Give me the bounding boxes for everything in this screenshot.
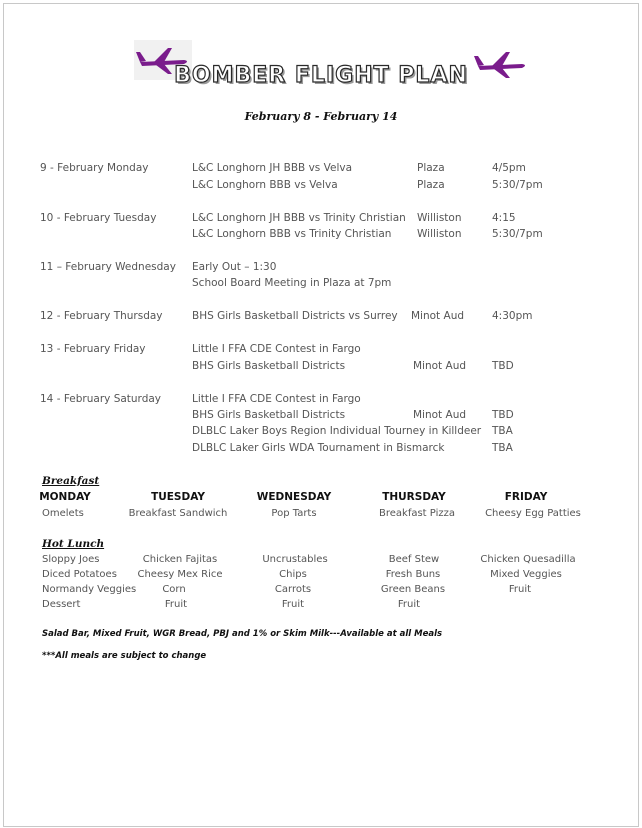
date-range: February 8 - February 14 <box>244 110 398 123</box>
day-label: 14 - February Saturday <box>40 393 162 405</box>
event-name: DLBLC Laker Girls WDA Tournament in Bismarck <box>192 442 445 454</box>
day-label: 12 - February Thursday <box>40 310 163 322</box>
lunch-item: Mixed Veggies <box>490 569 562 580</box>
lunch-item: Fruit <box>508 584 532 595</box>
lunch-item: Dessert <box>42 599 81 610</box>
day-label: 9 - February Monday <box>40 162 149 174</box>
event-location: Plaza <box>417 162 445 174</box>
event-name: BHS Girls Basketball Districts vs Surrey <box>192 310 398 322</box>
lunch-item: Fruit <box>397 599 421 610</box>
event-name: L&C Longhorn BBB vs Trinity Christian <box>192 228 392 240</box>
hot-lunch-heading: Hot Lunch <box>42 538 105 550</box>
event-time: 4/5pm <box>492 162 526 174</box>
event-name: Little I FFA CDE Contest in Fargo <box>192 393 361 405</box>
day-label: 10 - February Tuesday <box>40 212 157 224</box>
day-label: 11 – February Wednesday <box>40 261 176 273</box>
lunch-item: Chicken Quesadilla <box>480 554 576 565</box>
breakfast-day-header: MONDAY <box>39 491 91 503</box>
event-location: Minot Aud <box>411 310 465 322</box>
lunch-item: Fruit <box>164 599 188 610</box>
event-location: Minot Aud <box>413 409 467 421</box>
event-location: Williston <box>417 228 462 240</box>
lunch-item: Normandy Veggies <box>42 584 137 595</box>
event-time: TBD <box>492 360 514 372</box>
breakfast-day-header: TUESDAY <box>151 491 205 503</box>
event-location: Plaza <box>417 179 445 191</box>
event-time: 4:15 <box>492 212 516 224</box>
breakfast-item: Breakfast Pizza <box>379 508 455 519</box>
lunch-item: Sloppy Joes <box>42 554 100 565</box>
event-location: Williston <box>417 212 462 224</box>
breakfast-item: Cheesy Egg Patties <box>485 508 581 519</box>
lunch-item: Green Beans <box>380 584 446 595</box>
lunch-item: Uncrustables <box>262 554 328 565</box>
disclaimer-note: ***All meals are subject to change <box>42 651 207 661</box>
day-label: 13 - February Friday <box>40 343 146 355</box>
event-time: 5:30/7pm <box>492 228 543 240</box>
breakfast-item: Pop Tarts <box>271 508 317 519</box>
event-name: L&C Longhorn JH BBB vs Velva <box>192 162 353 174</box>
event-time: TBA <box>492 425 513 437</box>
event-time: TBA <box>492 442 513 454</box>
lunch-item: Beef Stew <box>388 554 440 565</box>
lunch-item: Carrots <box>274 584 312 595</box>
event-name: L&C Longhorn JH BBB vs Trinity Christian <box>192 212 406 224</box>
page-title: BOMBER FLIGHT PLAN <box>174 63 468 88</box>
event-time: TBD <box>492 409 514 421</box>
lunch-item: Chicken Fajitas <box>142 554 218 565</box>
event-name: DLBLC Laker Boys Region Individual Tourney in Killdeer <box>192 425 482 437</box>
lunch-item: Fruit <box>281 599 305 610</box>
breakfast-day-header: FRIDAY <box>504 491 548 503</box>
event-name: Early Out – 1:30 <box>192 261 277 273</box>
event-time: 5:30/7pm <box>492 179 543 191</box>
breakfast-day-header: WEDNESDAY <box>256 491 332 503</box>
event-name: L&C Longhorn BBB vs Velva <box>192 179 338 191</box>
breakfast-day-header: THURSDAY <box>382 491 446 503</box>
event-name: School Board Meeting in Plaza at 7pm <box>192 277 392 289</box>
event-name: BHS Girls Basketball Districts <box>192 360 346 372</box>
event-name: BHS Girls Basketball Districts <box>192 409 346 421</box>
lunch-item: Chips <box>279 569 307 580</box>
lunch-item: Corn <box>162 584 186 595</box>
event-location: Minot Aud <box>413 360 467 372</box>
event-time: 4:30pm <box>492 310 533 322</box>
lunch-item: Cheesy Mex Rice <box>137 569 223 580</box>
lunch-item: Fresh Buns <box>385 569 441 580</box>
salad-bar-note: Salad Bar, Mixed Fruit, WGR Bread, PBJ and 1% or Skim Milk---Available at all Meals <box>42 629 443 639</box>
breakfast-item: Omelets <box>42 508 84 519</box>
event-name: Little I FFA CDE Contest in Fargo <box>192 343 361 355</box>
breakfast-item: Breakfast Sandwich <box>128 508 228 519</box>
breakfast-heading: Breakfast <box>42 475 100 487</box>
lunch-item: Diced Potatoes <box>42 569 117 580</box>
